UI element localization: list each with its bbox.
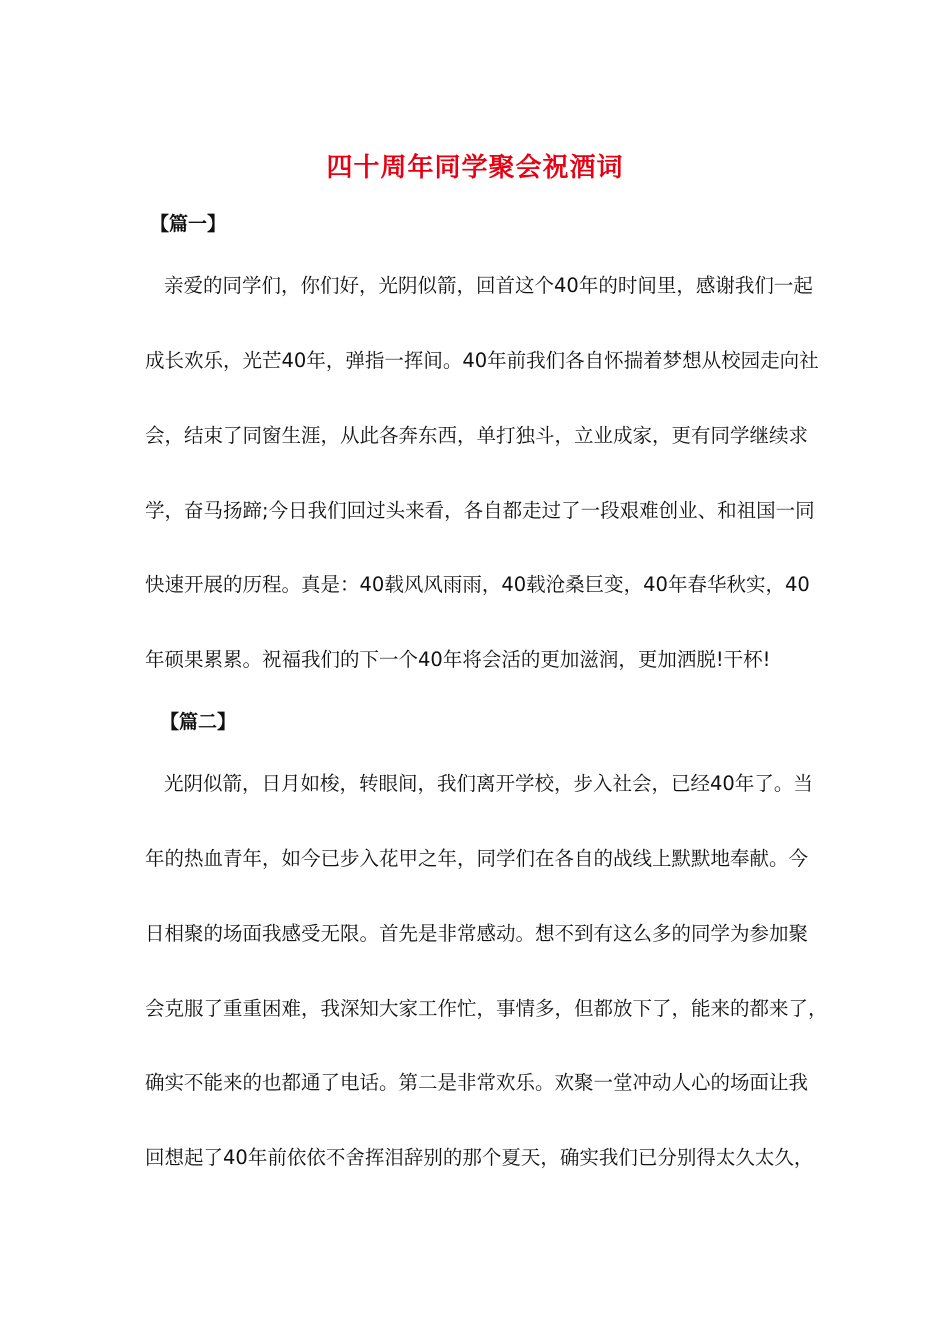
section-heading-2: 【篇二】 [160, 711, 237, 733]
paragraph-line: 年的热血青年，如今已步入花甲之年，同学们在各自的战线上默默地奉献。今 [145, 847, 809, 870]
paragraph-line: 亲爱的同学们，你们好，光阴似箭，回首这个40年的时间里，感谢我们一起 [164, 274, 813, 297]
paragraph-line: 快速开展的历程。真是：40载风风雨雨，40载沧桑巨变，40年春华秋实，40 [145, 573, 810, 596]
paragraph-line: 光阴似箭，日月如梭，转眼间，我们离开学校，步入社会，已经40年了。当 [164, 772, 813, 795]
paragraph-line: 成长欢乐，光芒40年，弹指一挥间。40年前我们各自怀揣着梦想从校园走向社 [145, 349, 819, 372]
paragraph-line: 日相聚的场面我感受无限。首先是非常感动。想不到有这么多的同学为参加聚 [145, 922, 809, 945]
paragraph-line: 确实不能来的也都通了电话。第二是非常欢乐。欢聚一堂冲动人心的场面让我 [145, 1071, 809, 1094]
paragraph-line: 回想起了40年前依依不舍挥泪辞别的那个夏天，确实我们已分别得太久太久， [145, 1146, 814, 1169]
paragraph-line: 学，奋马扬蹄;今日我们回过头来看，各自都走过了一段艰难创业、和祖国一同 [145, 499, 815, 522]
document-title: 四十周年同学聚会祝酒词 [326, 153, 624, 183]
paragraph-line: 会，结束了同窗生涯，从此各奔东西，单打独斗，立业成家，更有同学继续求 [145, 424, 809, 447]
section-heading-1: 【篇一】 [150, 213, 227, 235]
paragraph-line: 会克服了重重困难，我深知大家工作忙，事情多，但都放下了，能来的都来了， [145, 997, 828, 1020]
paragraph-line: 年硕果累累。祝福我们的下一个40年将会活的更加滋润，更加洒脱!干杯! [145, 648, 771, 671]
